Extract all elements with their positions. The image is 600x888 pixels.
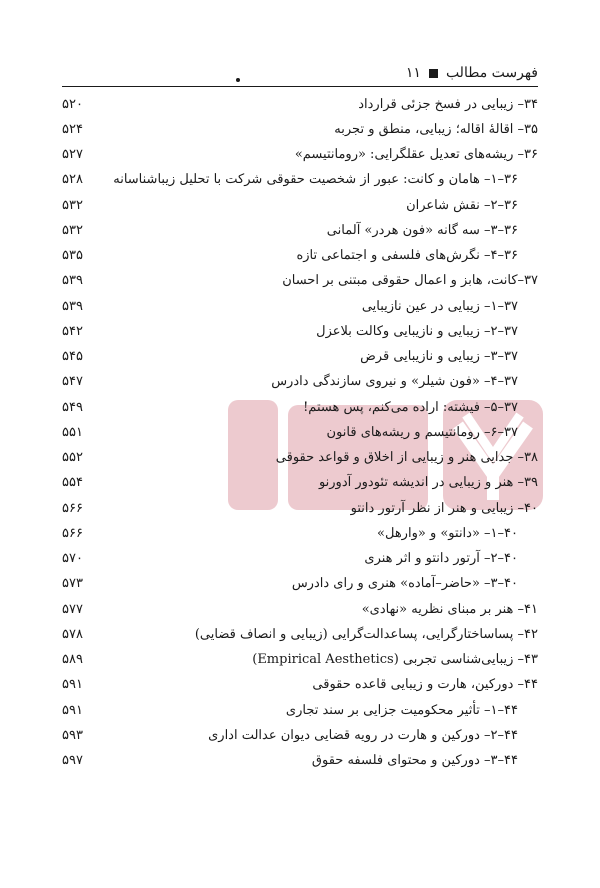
toc-entry-page: ۵۴۲ — [62, 323, 83, 339]
header-rule — [62, 86, 538, 87]
header-title: فهرست مطالب — [445, 65, 538, 81]
toc-entry-title: ۳۷–۲– زیبایی و نازیبایی وکالت بلاعزل — [316, 323, 518, 339]
toc-entry-title: ۳۴– زیبایی در فسخ جزئی قرارداد — [358, 96, 538, 112]
toc-entry-title: ۴۲– پساساختارگرایی، پساعدالت‌گرایی (زیبایی و انصاف قضایی) — [194, 626, 538, 642]
ink-dot — [236, 78, 240, 82]
toc-entry-page: ۵۹۱ — [62, 702, 83, 718]
toc-entry — [62, 622, 538, 646]
toc-entry — [62, 749, 538, 773]
toc-entry-page: ۵۳۵ — [62, 248, 83, 263]
toc-entry-title: ۴۰–۳– «حاضر–آماده» هنری و رای دادرس — [291, 576, 518, 592]
toc-entry-title: ۳۶– ریشه‌های تعدیل عقلگرایی: «رومانتیسم» — [294, 147, 538, 162]
toc-entry-title: ۴۴–۲– دورکین و هارت در رویه قضایی دیوان عدالت اداری — [208, 727, 518, 743]
toc-entry-title: ۴۳– زیبایی‌شناسی تجربی (Empirical Aesthetics) — [252, 652, 538, 667]
toc-entry — [62, 572, 538, 596]
toc-entry-page: ۵۳۲ — [62, 222, 83, 238]
toc-entry-page: ۵۳۲ — [62, 197, 83, 213]
toc-entry-page: ۵۷۳ — [62, 576, 83, 592]
toc-entry-page: ۵۵۲ — [62, 450, 83, 465]
toc-entry — [62, 698, 538, 722]
toc-entry-title: ۴۰– زیبایی و هنر از نظر آرتور دانتو — [350, 500, 538, 516]
toc-entry — [62, 395, 538, 419]
toc-entry — [62, 420, 538, 444]
toc-entry — [62, 319, 538, 343]
toc-entry — [62, 345, 538, 369]
toc-entry — [62, 193, 538, 217]
toc-entry — [62, 471, 538, 495]
toc-entry-title: ۴۱– هنر بر مبنای نظریه «نهادی» — [361, 601, 538, 617]
toc-entry-title: ۴۰–۱– «دانتو» و «وارهل» — [377, 525, 518, 541]
toc-entry-page: ۵۷۸ — [62, 626, 83, 642]
toc-entry-page: ۵۴۹ — [62, 399, 83, 415]
header-page-number: ۱۱ — [405, 65, 421, 81]
toc-entry-title: ۳۹– هنر و زیبایی در اندیشه تئودور آدورنو — [318, 475, 538, 491]
toc-entry-title: ۳۸– جدایی هنر و زیبایی از اخلاق و قواعد حقوقی — [275, 450, 538, 465]
toc-entry-title: ۴۴–۳– دورکین و محتوای فلسفه حقوق — [311, 753, 518, 768]
toc-entry — [62, 723, 538, 747]
toc-entry — [62, 92, 538, 116]
toc-entry-title: ۳۶–۳– سه گانه «فون هردر» آلمانی — [326, 222, 518, 238]
toc-entry-page: ۵۲۴ — [62, 121, 83, 137]
page-header — [62, 62, 538, 84]
toc-entry — [62, 218, 538, 242]
square-bullet-icon — [429, 69, 438, 78]
toc-entry-page: ۵۸۹ — [62, 652, 83, 667]
toc-entry-title: ۳۶–۱– هامان و کانت: عبور از شخصیت حقوقی شرکت با تحلیل زیباشناسانه — [113, 172, 518, 188]
toc-entry-title: ۴۴– دورکین، هارت و زیبایی قاعده حقوقی — [312, 677, 538, 693]
toc-entry — [62, 597, 538, 621]
toc-entry-title: ۴۰–۲– آرتور دانتو و اثر هنری — [364, 551, 518, 566]
toc-entry-page: ۵۲۷ — [62, 147, 83, 162]
toc-entry-page: ۵۶۶ — [62, 525, 83, 541]
toc-entry-page: ۵۲۰ — [62, 96, 83, 112]
toc-entry-page: ۵۶۶ — [62, 500, 83, 516]
toc-entry — [62, 269, 538, 293]
toc-entry-title: ۳۷–۳– زیبایی و نازیبایی قرض — [360, 349, 518, 364]
toc-entry — [62, 143, 538, 167]
toc-entry-title: ۳۷–کانت، هابز و اعمال حقوقی مبتنی بر احسان — [282, 273, 538, 289]
toc-entry-title: ۴۴–۱– تأثیر محکومیت جزایی بر سند تجاری — [285, 702, 518, 718]
toc-entry-page: ۵۹۱ — [62, 677, 83, 693]
toc-entry — [62, 117, 538, 141]
toc-entry-page: ۵۷۰ — [62, 551, 83, 566]
toc-entry-page: ۵۷۷ — [62, 601, 83, 617]
toc-entry-title: ۳۶–۴– نگرش‌های فلسفی و اجتماعی تازه — [296, 248, 518, 263]
toc-entry-title: ۳۷–۵– فیشته: اراده می‌کنم، پس هستم! — [303, 399, 518, 415]
toc-entry — [62, 294, 538, 318]
toc-entry — [62, 547, 538, 571]
toc-entry — [62, 648, 538, 672]
toc-entry-page: ۵۲۸ — [62, 172, 83, 188]
toc-entry-page: ۵۹۳ — [62, 727, 83, 743]
toc-entry-title: ۳۷–۱– زیبایی در عین نازیبایی — [361, 298, 518, 314]
toc-entry-title: ۳۵– اقالهٔ اقاله؛ زیبایی، منطق و تجربه — [334, 121, 538, 137]
toc-entry — [62, 168, 538, 192]
toc-entry-page: ۵۵۴ — [62, 475, 83, 491]
toc-entry — [62, 496, 538, 520]
toc-entry-page: ۵۴۷ — [62, 374, 83, 390]
toc-entry-title: ۳۷–۶– رومانتیسم و ریشه‌های قانون — [326, 424, 518, 440]
toc-entry — [62, 673, 538, 697]
toc-entry-title: ۳۶–۲– نقش شاعران — [406, 197, 518, 213]
toc-entry-page: ۵۳۹ — [62, 298, 83, 314]
toc-entry-page: ۵۹۷ — [62, 753, 83, 768]
toc-entry — [62, 446, 538, 470]
toc-entry — [62, 370, 538, 394]
toc-entry-page: ۵۵۱ — [62, 424, 83, 440]
toc-entry-title: ۳۷–۴– «فون شیلر» و نیروی سازندگی دادرس — [271, 374, 518, 390]
toc-entry — [62, 521, 538, 545]
toc-entry — [62, 244, 538, 268]
toc-entry-page: ۵۴۵ — [62, 349, 83, 364]
toc-entry-page: ۵۳۹ — [62, 273, 83, 289]
